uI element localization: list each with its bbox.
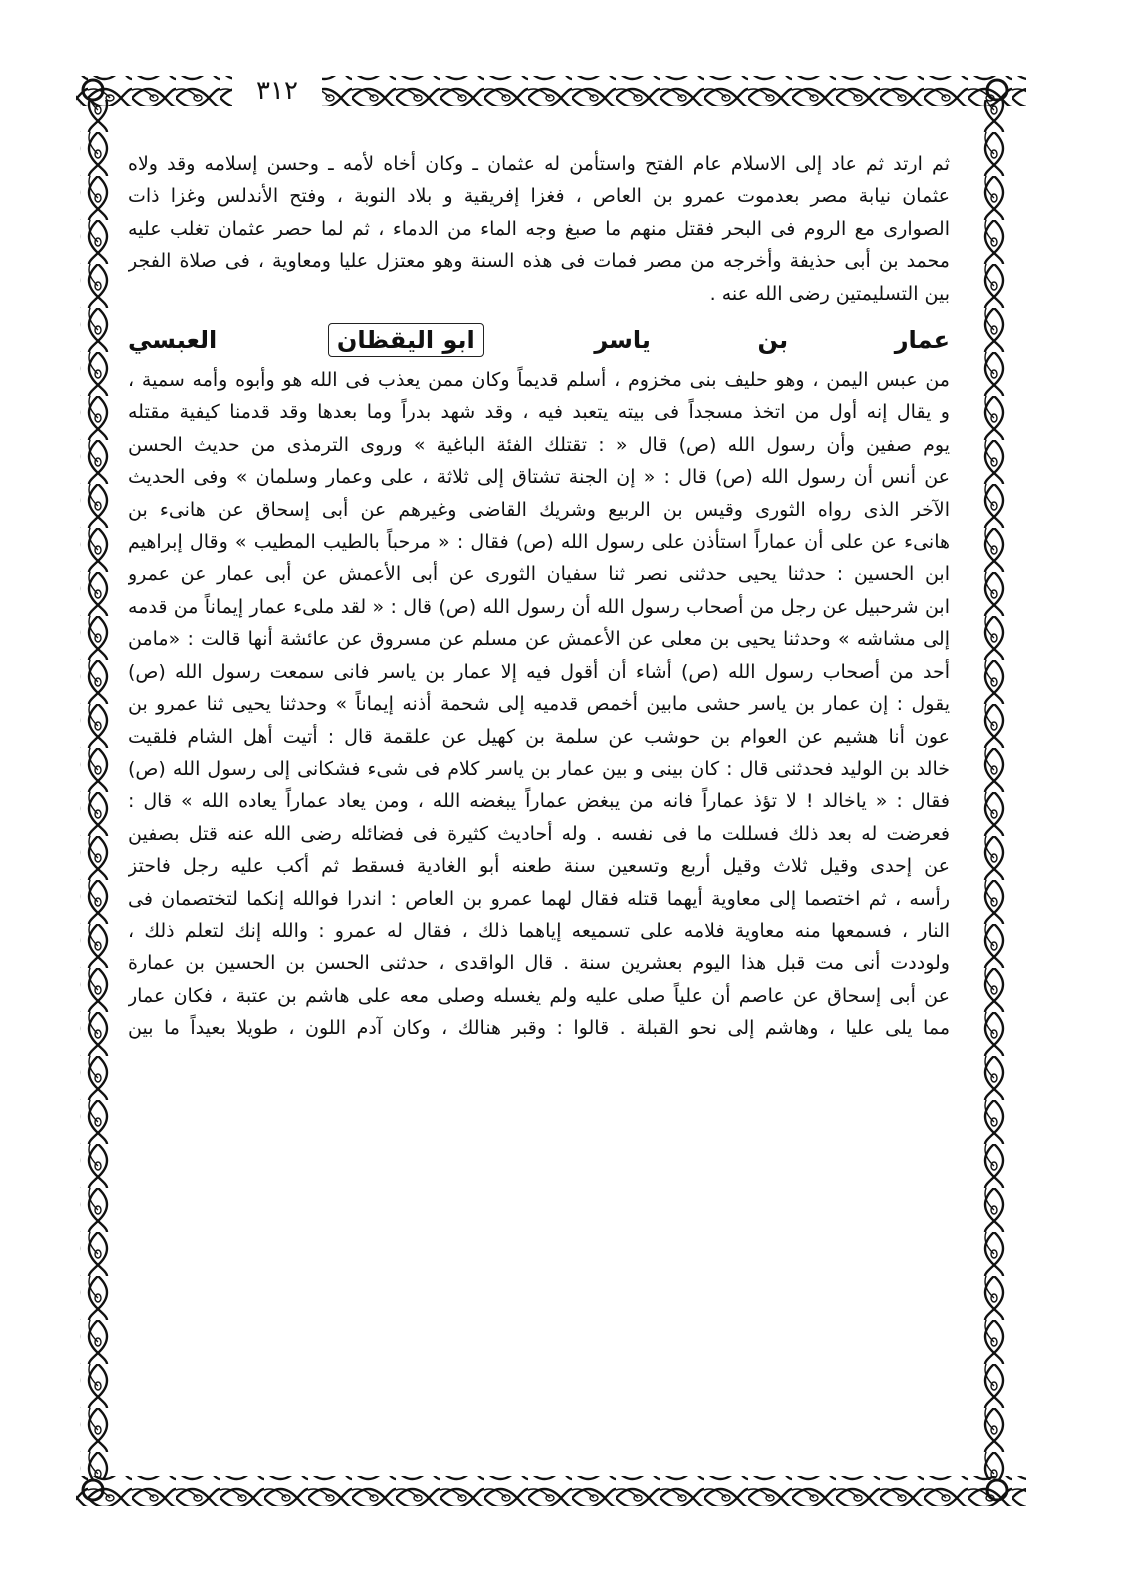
heading-nisba: العبسي (128, 326, 218, 355)
heading-name: عمار بن ياسر (594, 326, 951, 355)
text-line: ابن شرحبيل عن رجل من أصحاب رسول الله أن رسول الله (ص) قال : « لقد ملىء عمار إيماناً من قدمه (128, 595, 950, 618)
text-line: بين التسليمتين رضى الله عنه . (709, 282, 950, 305)
text-line: عن أنس أن رسول الله (ص) قال : « إن الجنة تشتاق إلى ثلاثة ، على وعمار وسلمان » وفى الحديث (128, 466, 950, 489)
text-line: و يقال إنه أول من اتخذ مسجداً فى بيته يتعبد فيه ، وقد شهد بدراً وما بعدها وقد قدمنا كيفية مقتله (128, 401, 950, 424)
biography-paragraph (128, 364, 950, 1045)
text-line: فقال : « ياخالد ! لا تؤذ عماراً فانه من يبغض عماراً يبغضه الله ، ومن يعاد عماراً يعاده الله » قال : (128, 790, 950, 813)
text-line: خالد بن الوليد فحدثنى قال : كان بينى و بين عمار بن ياسر كلام فى شىء فشكانى إلى رسول الله (ص) (128, 757, 950, 780)
text-line: إلى مشاشه » وحدثنا يحيى بن معلى عن الأعمش عن مسلم عن مسروق عن عائشة أنها قالت : «مامن (128, 628, 950, 651)
border-left (80, 100, 110, 1480)
text-line: يوم صفين وأن رسول الله (ص) قال « : تقتلك الفئة الباغية » وروى الترمذى من حديث الحسن (128, 433, 950, 456)
section-heading (128, 320, 950, 360)
text-line: مما يلى عليا ، وهاشم إلى نحو القبلة . قالوا : وقبر هنالك ، وكان آدم اللون ، طويلا بعيداً ما بين (128, 1017, 950, 1040)
text-line: من عبس اليمن ، وهو حليف بنى مخزوم ، أسلم قديماً وكان ممن يعذب فى الله هو وأبوه وأمه سمية ، (128, 369, 950, 392)
border-top (76, 76, 1026, 106)
text-line: يقول : إن عمار بن ياسر حشى مابين أخمص قدميه إلى شحمة أذنه إيماناً » وحدثنا يحيى ثنا عمرو بن (128, 693, 950, 716)
text-body (128, 148, 950, 1045)
text-line: الآخر الذى رواه الثورى وقيس بن الربيع وشريك القاضى وغيرهم عن أبى إسحاق عن هانىء بن (128, 498, 950, 521)
text-line: ولوددت أنى مت قبل هذا اليوم بعشرين سنة . قال الواقدى ، حدثنى الحسن بن الحسين بن عمارة (128, 952, 950, 975)
text-line: عون أنا هشيم عن العوام بن حوشب عن سلمة بن كهيل عن علقمة قال : أتيت أهل الشام فلقيت (128, 725, 950, 748)
border-right (980, 100, 1010, 1480)
text-line: ابن الحسين : حدثنا يحيى حدثنى نصر ثنا سفيان الثورى عن أبى الأعمش عن أبى عمار عن عمرو (128, 563, 950, 586)
page-number: ٣١٢ (232, 76, 322, 106)
text-line: فعرضت له بعد ذلك فسللت ما فى نفسه . وله أحاديث كثيرة فى فضائله رضى الله عنه قتل بصفين (128, 822, 950, 845)
text-line: أحد من أصحاب رسول الله (ص) أشاء أن أقول فيه إلا عمار بن ياسر فانى سمعت رسول الله (ص) (128, 660, 950, 683)
text-line: رأسه ، ثم اختصما إلى معاوية أيهما قتله فقال لهما عمرو بن العاص : اندرا فوالله إنكما لتختصمان فى (128, 887, 950, 910)
text-line: الصوارى مع الروم فى البحر فقتل منهم ما صبغ وجه الماء من الدماء ، ثم لما حصر عثمان تغلب عليه (128, 217, 950, 240)
text-line: ثم ارتد ثم عاد إلى الاسلام عام الفتح واستأمن له عثمان ـ وكان أخاه لأمه ـ وحسن إسلامه وقد ولاه (128, 153, 950, 175)
text-line: هانىء عن على أن عماراً استأذن على رسول الله (ص) فقال : « مرحباً بالطيب المطيب » وقال إبراهيم (128, 531, 950, 554)
border-bottom (76, 1476, 1026, 1506)
text-line: عن إحدى وقيل ثلاث وقيل أربع وتسعين سنة طعنه أبو الغادية فسقط ثم أكب عليه رجل فاحتز (128, 855, 950, 878)
text-line: عن أبى إسحاق عن عاصم أن علياً صلى عليه ولم يغسله وصلى معه على هاشم بن عتبة ، فكان عمار (128, 984, 950, 1007)
text-line: النار ، فسمعها منه معاوية فلامه على تسميعه إياهما ذلك ، فقال له عمرو : والله إنك لتعلم ذلك ، (128, 919, 950, 942)
text-line: عثمان نيابة مصر بعدموت عمرو بن العاص ، فغزا إفريقية و بلاد النوبة ، وفتح الأندلس وغزا ذات (128, 185, 950, 208)
intro-paragraph (128, 148, 950, 310)
text-line: محمد بن أبى حذيفة وأخرجه من مصر فمات فى هذه السنة وهو معتزل عليا ومعاوية ، فى صلاة الفجر (128, 250, 950, 273)
heading-boxed-kunya: ابو اليقظان (328, 323, 484, 357)
